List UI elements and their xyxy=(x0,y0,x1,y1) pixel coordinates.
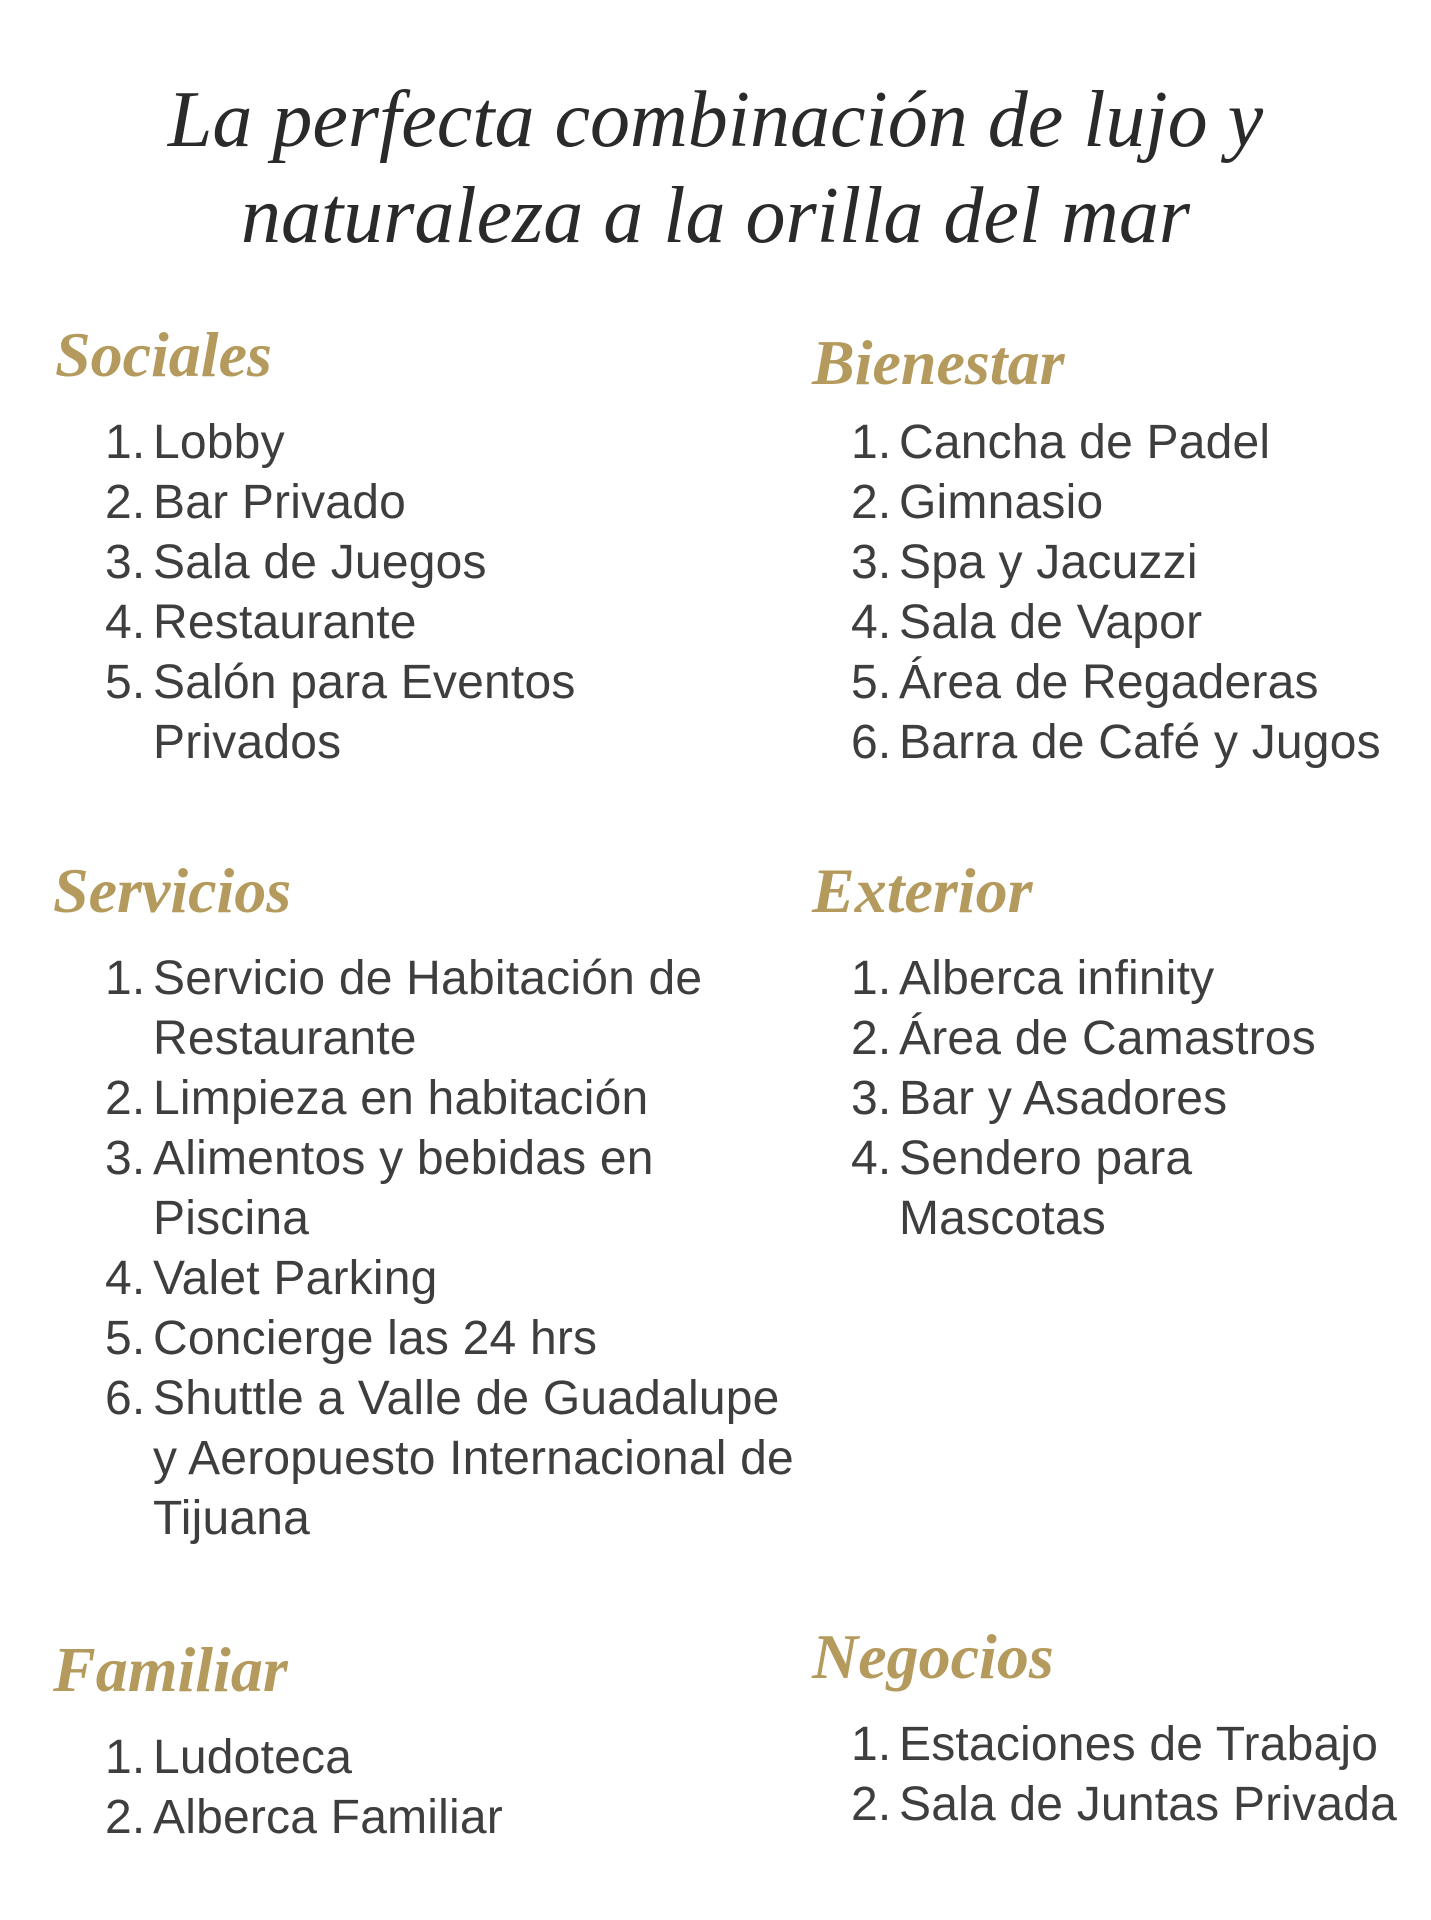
list-item-number: 3. xyxy=(851,1072,892,1125)
list-item xyxy=(105,593,576,653)
list-item xyxy=(851,413,1381,473)
section-heading-familiar: Familiar xyxy=(53,1634,288,1705)
list-item-number: 2. xyxy=(105,476,146,529)
list-item xyxy=(105,1249,794,1309)
list-item-text: Restaurante xyxy=(153,596,417,649)
list-exterior xyxy=(851,949,1316,1249)
list-item-text: Alimentos y bebidas en xyxy=(153,1132,654,1185)
list-item-wrap xyxy=(851,1189,1316,1249)
list-item-number: 2. xyxy=(105,1791,146,1844)
list-servicios xyxy=(105,949,794,1549)
list-item-number: 6. xyxy=(105,1372,146,1425)
list-item xyxy=(105,533,576,593)
list-item xyxy=(851,1069,1316,1129)
section-heading-bienestar: Bienestar xyxy=(812,327,1065,398)
list-item xyxy=(851,949,1316,1009)
list-item-text: Concierge las 24 hrs xyxy=(153,1312,598,1365)
list-negocios xyxy=(851,1715,1397,1835)
list-item xyxy=(105,1309,794,1369)
list-item-text: y Aeropuesto Internacional de xyxy=(153,1432,794,1485)
list-item xyxy=(105,473,576,533)
page-title xyxy=(0,72,1431,264)
list-item-text: Alberca infinity xyxy=(899,952,1215,1005)
list-item-wrap xyxy=(105,1429,794,1489)
list-item-wrap xyxy=(105,713,576,773)
list-item xyxy=(851,653,1381,713)
list-item-text: Valet Parking xyxy=(153,1252,438,1305)
list-item xyxy=(851,1129,1316,1189)
list-sociales xyxy=(105,413,576,773)
list-item-number: 2. xyxy=(105,1072,146,1125)
list-item-text: Bar Privado xyxy=(153,476,406,529)
list-item-text: Privados xyxy=(153,716,342,769)
list-item xyxy=(105,413,576,473)
list-item-number: 1. xyxy=(851,416,892,469)
list-item-number: 1. xyxy=(105,952,146,1005)
list-item xyxy=(105,1129,794,1189)
list-item xyxy=(851,473,1381,533)
list-item-text: Sala de Vapor xyxy=(899,596,1203,649)
list-item-text: Sendero para xyxy=(899,1132,1193,1185)
section-heading-negocios: Negocios xyxy=(812,1621,1054,1692)
list-item xyxy=(851,1775,1397,1835)
list-item xyxy=(851,713,1381,773)
list-item-text: Sala de Juntas Privada xyxy=(899,1778,1398,1831)
page-title-line-2: naturaleza a la orilla del mar xyxy=(241,172,1190,260)
list-item-text: Cancha de Padel xyxy=(899,416,1271,469)
list-item-number: 3. xyxy=(105,536,146,589)
list-item-number xyxy=(105,713,153,773)
list-item-number: 3. xyxy=(851,536,892,589)
list-item-text: Lobby xyxy=(153,416,285,469)
list-item-wrap xyxy=(105,1489,794,1549)
list-item xyxy=(105,949,794,1009)
list-item-text: Restaurante xyxy=(153,1012,417,1065)
list-item-number: 2. xyxy=(851,1012,892,1065)
list-item-text: Área de Camastros xyxy=(899,1012,1316,1065)
list-item-number xyxy=(105,1429,153,1489)
list-item-text: Área de Regaderas xyxy=(899,656,1319,709)
list-item-text: Shuttle a Valle de Guadalupe xyxy=(153,1372,780,1425)
list-item xyxy=(105,1728,503,1788)
list-item-number: 1. xyxy=(105,1731,146,1784)
list-item-number: 1. xyxy=(105,416,146,469)
list-item-text: Mascotas xyxy=(899,1192,1107,1245)
page-title-line-1: La perfecta combinación de lujo y xyxy=(167,76,1264,164)
list-item xyxy=(851,533,1381,593)
list-item-number: 4. xyxy=(105,596,146,649)
list-bienestar xyxy=(851,413,1381,773)
list-item xyxy=(851,593,1381,653)
list-item-number xyxy=(851,1189,899,1249)
list-item-wrap xyxy=(105,1189,794,1249)
list-item-number: 5. xyxy=(851,656,892,709)
list-item-number: 1. xyxy=(851,952,892,1005)
list-item xyxy=(851,1009,1316,1069)
list-item-text: Estaciones de Trabajo xyxy=(899,1718,1379,1771)
list-item-number xyxy=(105,1189,153,1249)
list-item-number: 5. xyxy=(105,1312,146,1365)
list-item-wrap xyxy=(105,1009,794,1069)
list-item-text: Salón para Eventos xyxy=(153,656,576,709)
list-item-number xyxy=(105,1009,153,1069)
list-item-text: Piscina xyxy=(153,1192,310,1245)
list-item-text: Limpieza en habitación xyxy=(153,1072,649,1125)
list-item-number: 3. xyxy=(105,1132,146,1185)
list-item-text: Tijuana xyxy=(153,1492,311,1545)
list-item-text: Alberca Familiar xyxy=(153,1791,503,1844)
list-item-text: Barra de Café y Jugos xyxy=(899,716,1381,769)
list-item-number xyxy=(105,1489,153,1549)
list-familiar xyxy=(105,1728,503,1848)
list-item-text: Ludoteca xyxy=(153,1731,353,1784)
list-item-text: Spa y Jacuzzi xyxy=(899,536,1198,589)
section-heading-servicios: Servicios xyxy=(53,855,292,926)
list-item-text: Gimnasio xyxy=(899,476,1104,529)
list-item-number: 4. xyxy=(851,1132,892,1185)
list-item xyxy=(105,653,576,713)
list-item-number: 5. xyxy=(105,656,146,709)
list-item xyxy=(105,1788,503,1848)
list-item-number: 2. xyxy=(851,476,892,529)
list-item-number: 4. xyxy=(851,596,892,649)
list-item-text: Bar y Asadores xyxy=(899,1072,1228,1125)
list-item-number: 2. xyxy=(851,1778,892,1831)
list-item-number: 4. xyxy=(105,1252,146,1305)
list-item-text: Servicio de Habitación de xyxy=(153,952,703,1005)
list-item xyxy=(851,1715,1397,1775)
list-item-text: Sala de Juegos xyxy=(153,536,487,589)
list-item xyxy=(105,1369,794,1429)
list-item-number: 6. xyxy=(851,716,892,769)
section-heading-exterior: Exterior xyxy=(812,855,1033,926)
list-item-number: 1. xyxy=(851,1718,892,1771)
section-heading-sociales: Sociales xyxy=(55,319,272,390)
list-item xyxy=(105,1069,794,1129)
